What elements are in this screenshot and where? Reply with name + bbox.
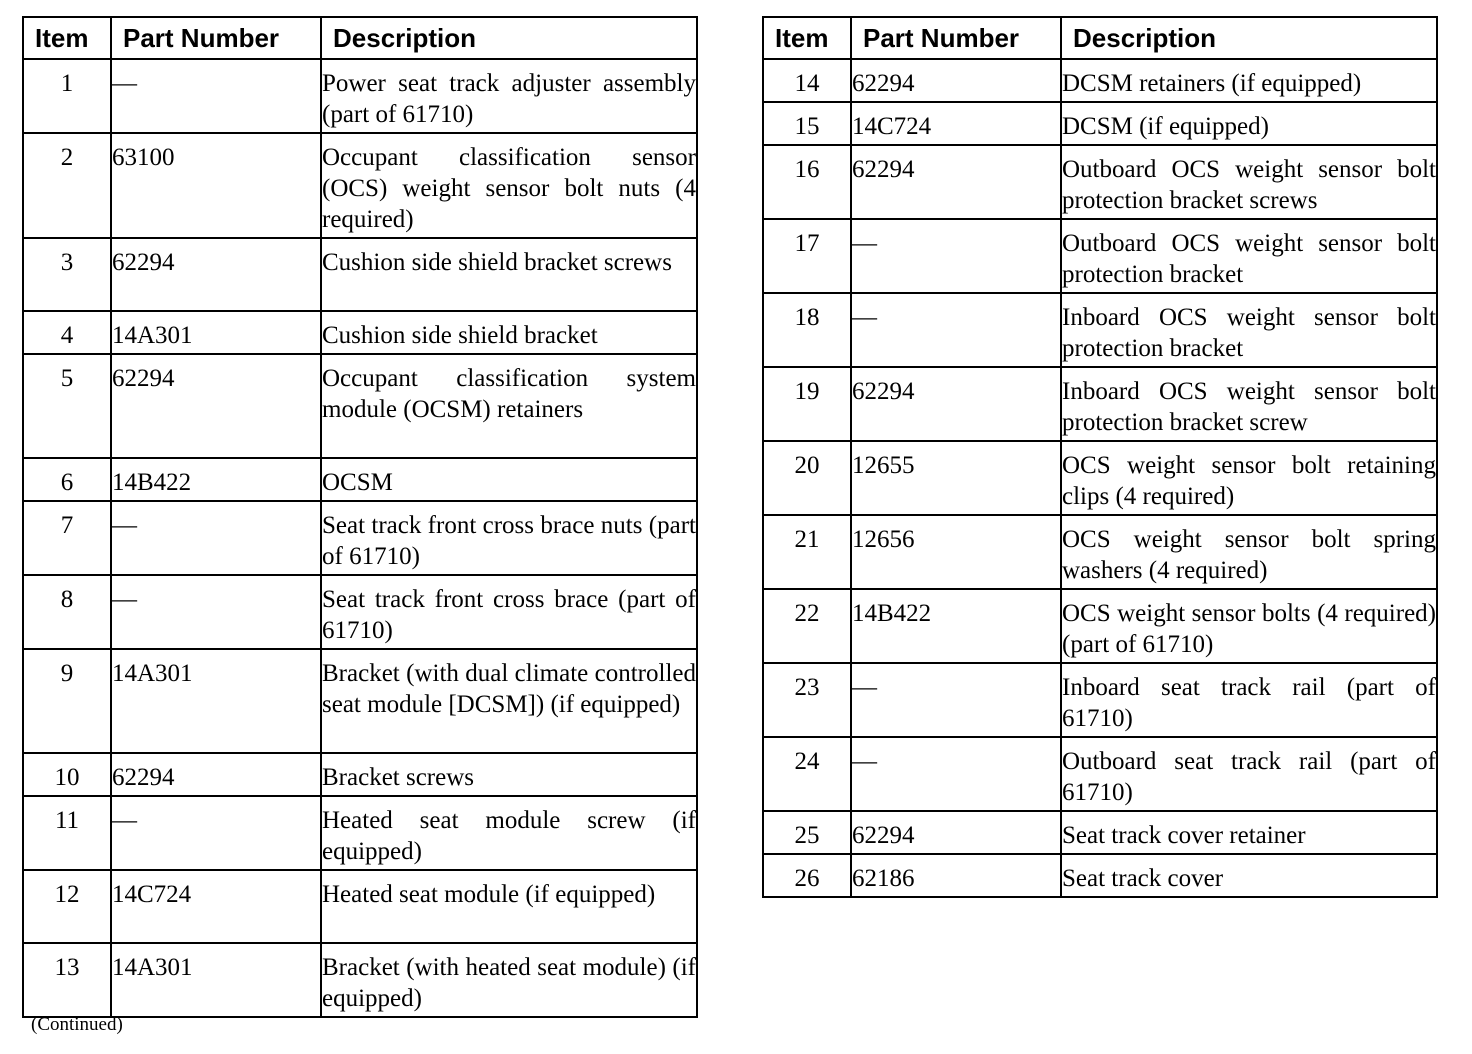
description-cell: Occupant classification sensor (OCS) weight sensor bolt nuts (4 required): [321, 133, 697, 238]
item-cell: 10: [23, 753, 111, 796]
part-number-cell: —: [111, 796, 321, 870]
header-part-number: Part Number: [111, 17, 321, 59]
item-cell: 2: [23, 133, 111, 238]
description-cell: DCSM retainers (if equipped): [1061, 59, 1437, 102]
item-cell: 5: [23, 354, 111, 458]
item-cell: 16: [763, 145, 851, 219]
item-cell: 7: [23, 501, 111, 575]
header-description: Description: [1061, 17, 1437, 59]
part-number-cell: 62294: [851, 59, 1061, 102]
item-cell: 21: [763, 515, 851, 589]
table-row: [23, 59, 697, 133]
part-number-cell: 63100: [111, 133, 321, 238]
description-cell: Heated seat module screw (if equipped): [321, 796, 697, 870]
description-cell: OCS weight sensor bolts (4 required) (part of 61710): [1061, 589, 1437, 663]
part-number-cell: —: [111, 575, 321, 649]
description-cell: Cushion side shield bracket: [321, 311, 697, 354]
table-row: [23, 354, 697, 458]
part-number-cell: —: [851, 737, 1061, 811]
header-description: Description: [321, 17, 697, 59]
part-number-cell: 62294: [851, 145, 1061, 219]
item-cell: 25: [763, 811, 851, 854]
item-cell: 6: [23, 458, 111, 501]
part-number-cell: 62294: [111, 354, 321, 458]
description-cell: Outboard OCS weight sensor bolt protection bracket screws: [1061, 145, 1437, 219]
table-row: [23, 311, 697, 354]
header-part-number: Part Number: [851, 17, 1061, 59]
part-number-cell: 14A301: [111, 649, 321, 753]
table-row: [763, 737, 1437, 811]
part-number-cell: 14C724: [111, 870, 321, 943]
item-cell: 13: [23, 943, 111, 1017]
item-cell: 24: [763, 737, 851, 811]
table-row: [763, 59, 1437, 102]
table-row: [763, 589, 1437, 663]
item-cell: 23: [763, 663, 851, 737]
description-cell: Power seat track adjuster assembly (part of 61710): [321, 59, 697, 133]
table-row: [763, 663, 1437, 737]
item-cell: 15: [763, 102, 851, 145]
description-cell: Seat track cover retainer: [1061, 811, 1437, 854]
part-number-cell: 12656: [851, 515, 1061, 589]
item-cell: 9: [23, 649, 111, 753]
part-number-cell: 62294: [111, 753, 321, 796]
item-cell: 12: [23, 870, 111, 943]
item-cell: 11: [23, 796, 111, 870]
table-header-row: [763, 17, 1437, 59]
table-row: [23, 796, 697, 870]
item-cell: 17: [763, 219, 851, 293]
part-number-cell: 14B422: [851, 589, 1061, 663]
table-row: [763, 293, 1437, 367]
table-row: [763, 811, 1437, 854]
part-number-cell: 14A301: [111, 943, 321, 1017]
table-row: [763, 102, 1437, 145]
table-row: [763, 145, 1437, 219]
item-cell: 26: [763, 854, 851, 897]
item-cell: 20: [763, 441, 851, 515]
item-cell: 18: [763, 293, 851, 367]
part-number-cell: 62186: [851, 854, 1061, 897]
description-cell: OCS weight sensor bolt spring washers (4 required): [1061, 515, 1437, 589]
part-number-cell: —: [851, 663, 1061, 737]
table-row: [23, 133, 697, 238]
table-row: [23, 649, 697, 753]
part-number-cell: —: [851, 219, 1061, 293]
part-number-cell: —: [851, 293, 1061, 367]
description-cell: Inboard OCS weight sensor bolt protection bracket screw: [1061, 367, 1437, 441]
description-cell: Bracket (with dual climate controlled seat module [DCSM]) (if equipped): [321, 649, 697, 753]
description-cell: Cushion side shield bracket screws: [321, 238, 697, 311]
table-body-left: [23, 59, 697, 1017]
table-row: [23, 238, 697, 311]
table-row: [763, 219, 1437, 293]
continued-note: (Continued): [31, 1014, 123, 1035]
description-cell: Heated seat module (if equipped): [321, 870, 697, 943]
description-cell: OCSM: [321, 458, 697, 501]
part-number-cell: 62294: [851, 367, 1061, 441]
part-number-cell: 14C724: [851, 102, 1061, 145]
table-row: [763, 441, 1437, 515]
header-item: Item: [763, 17, 851, 59]
parts-table-left: [22, 16, 698, 1018]
parts-table-right: [762, 16, 1438, 898]
description-cell: Inboard seat track rail (part of 61710): [1061, 663, 1437, 737]
table-row: [23, 458, 697, 501]
description-cell: Seat track front cross brace (part of 61710): [321, 575, 697, 649]
table-row: [23, 501, 697, 575]
description-cell: Occupant classification system module (OCSM) retainers: [321, 354, 697, 458]
part-number-cell: 14B422: [111, 458, 321, 501]
part-number-cell: 62294: [111, 238, 321, 311]
item-cell: 14: [763, 59, 851, 102]
table-row: [23, 870, 697, 943]
item-cell: 8: [23, 575, 111, 649]
description-cell: Bracket (with heated seat module) (if equipped): [321, 943, 697, 1017]
item-cell: 19: [763, 367, 851, 441]
table-header-row: [23, 17, 697, 59]
item-cell: 3: [23, 238, 111, 311]
description-cell: Seat track front cross brace nuts (part of 61710): [321, 501, 697, 575]
table-row: [763, 515, 1437, 589]
table-row: [763, 854, 1437, 897]
part-number-cell: —: [111, 501, 321, 575]
description-cell: OCS weight sensor bolt retaining clips (4 required): [1061, 441, 1437, 515]
table-row: [23, 753, 697, 796]
item-cell: 4: [23, 311, 111, 354]
table-row: [763, 367, 1437, 441]
part-number-cell: 62294: [851, 811, 1061, 854]
description-cell: Bracket screws: [321, 753, 697, 796]
part-number-cell: —: [111, 59, 321, 133]
table-body-right: [763, 59, 1437, 897]
description-cell: Seat track cover: [1061, 854, 1437, 897]
part-number-cell: 14A301: [111, 311, 321, 354]
description-cell: Inboard OCS weight sensor bolt protection bracket: [1061, 293, 1437, 367]
table-row: [23, 575, 697, 649]
table-row: [23, 943, 697, 1017]
description-cell: DCSM (if equipped): [1061, 102, 1437, 145]
description-cell: Outboard seat track rail (part of 61710): [1061, 737, 1437, 811]
description-cell: Outboard OCS weight sensor bolt protection bracket: [1061, 219, 1437, 293]
item-cell: 1: [23, 59, 111, 133]
item-cell: 22: [763, 589, 851, 663]
part-number-cell: 12655: [851, 441, 1061, 515]
header-item: Item: [23, 17, 111, 59]
